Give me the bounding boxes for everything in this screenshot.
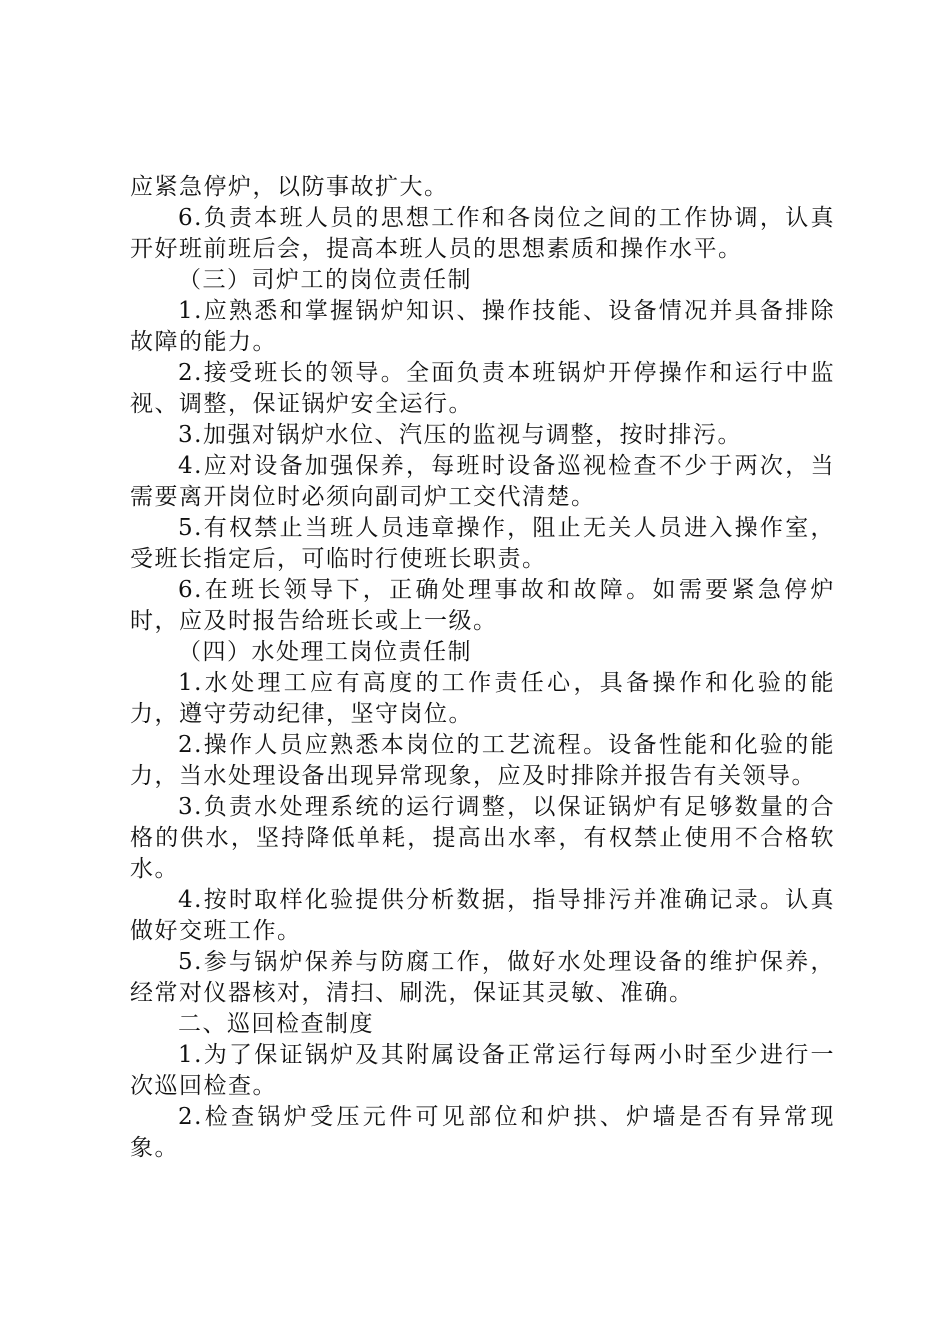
paragraph-15: 5.参与锅炉保养与防腐工作，做好水处理设备的维护保养，经常对仪器核对，清扫、刷洗，保证其灵敏、准确。: [130, 949, 835, 1006]
paragraph-13: 3.负责水处理系统的运行调整，以保证锅炉有足够数量的合格的供水，坚持降低单耗，提高出水率，有权禁止使用不合格软水。: [130, 794, 835, 882]
section-heading-water-treatment: （四）水处理工岗位责任制: [178, 639, 472, 665]
paragraph-9: 6.在班长领导下，正确处理事故和故障。如需要紧急停炉时，应及时报告给班长或上一级。: [130, 577, 835, 634]
paragraph-4: 1.应熟悉和掌握锅炉知识、操作技能、设备情况并具备排除故障的能力。: [130, 298, 835, 355]
paragraph-12: 2.操作人员应熟悉本岗位的工艺流程。设备性能和化验的能力，当水处理设备出现异常现象，应及时排除并报告有关领导。: [130, 732, 835, 789]
document-body: [130, 172, 835, 1164]
paragraph-5: 2.接受班长的领导。全面负责本班锅炉开停操作和运行中监视、调整，保证锅炉安全运行。: [130, 360, 835, 417]
paragraph-18: 2.检查锅炉受压元件可见部位和炉拱、炉墙是否有异常现象。: [130, 1104, 835, 1161]
paragraph-6: 3.加强对锅炉水位、汽压的监视与调整，按时排污。: [178, 422, 742, 448]
section-heading-inspection: 二、巡回检查制度: [178, 1011, 374, 1037]
paragraph-2: 6.负责本班人员的思想工作和各岗位之间的工作协调，认真开好班前班后会，提高本班人员的思想素质和操作水平。: [130, 205, 835, 262]
paragraph-14: 4.按时取样化验提供分析数据，指导排污并准确记录。认真做好交班工作。: [130, 887, 835, 944]
paragraph-11: 1.水处理工应有高度的工作责任心，具备操作和化验的能力，遵守劳动纪律，坚守岗位。: [130, 670, 835, 727]
paragraph-7: 4.应对设备加强保养，每班时设备巡视检查不少于两次，当需要离开岗位时必须向副司炉工交代清楚。: [130, 453, 835, 510]
paragraph-1: 应紧急停炉，以防事故扩大。: [130, 174, 449, 200]
paragraph-8: 5.有权禁止当班人员违章操作，阻止无关人员进入操作室，受班长指定后，可临时行使班长职责。: [130, 515, 835, 572]
paragraph-17: 1.为了保证锅炉及其附属设备正常运行每两小时至少进行一次巡回检查。: [130, 1042, 835, 1099]
section-heading-stoker: （三）司炉工的岗位责任制: [178, 267, 472, 293]
